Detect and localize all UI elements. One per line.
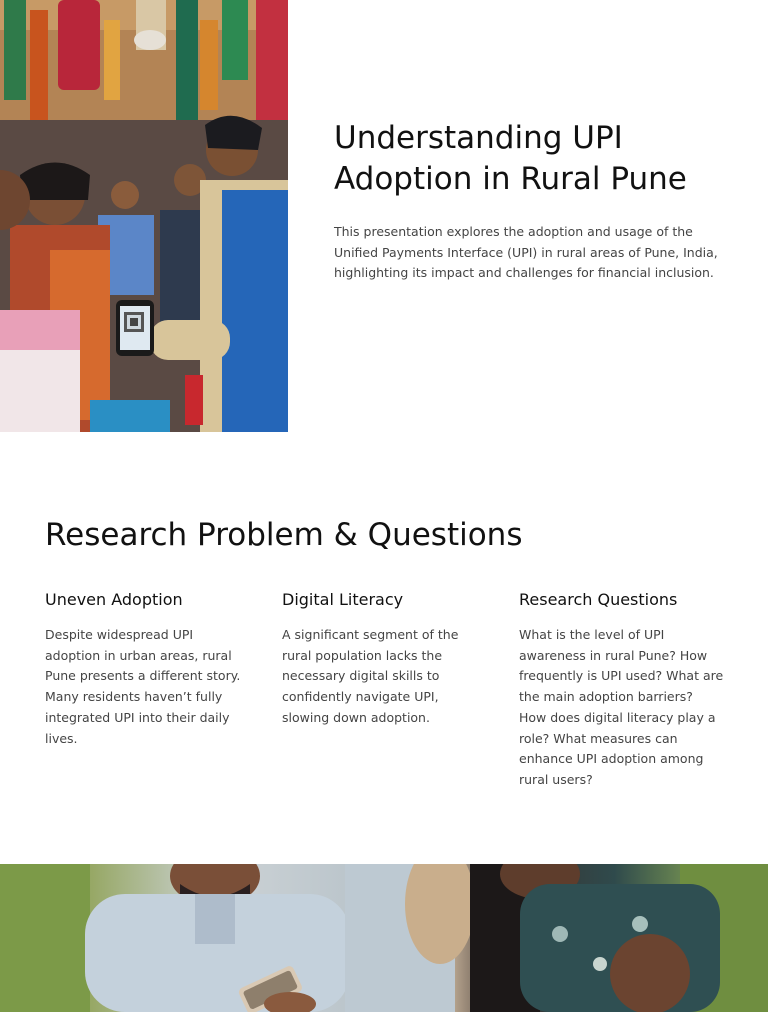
column-body: What is the level of UPI awareness in rural Pune? How frequently is UPI used? What are the main adoption barriers? How does digital literacy play a role? What measures can enhance UPI adoption among rural users? <box>519 627 724 787</box>
column-body: Despite widespread UPI adoption in urban areas, rural Pune presents a different story. Many residents haven’t fully integrated UPI into their daily lives. <box>45 627 241 746</box>
column-digital-literacy <box>282 590 487 729</box>
page-description: This presentation explores the adoption and usage of the Unified Payments Interface (UPI) in rural areas of Pune, India, highlighting its impact and challenges for financial inclusion. <box>334 224 718 280</box>
page-title-line-2: Adoption in Rural Pune <box>334 161 687 197</box>
market-upi-photo <box>0 0 288 432</box>
column-heading: Uneven Adoption <box>45 590 183 609</box>
column-body: A significant segment of the rural population lacks the necessary digital skills to confidently navigate UPI, slowing down adoption. <box>282 627 459 725</box>
rural-users-photo <box>0 864 768 1012</box>
column-heading: Research Questions <box>519 590 678 609</box>
section-title: Research Problem & Questions <box>45 517 523 553</box>
column-uneven-adoption <box>45 590 250 749</box>
market-photo-illustration <box>0 0 288 432</box>
rural-photo-illustration <box>0 864 768 1012</box>
hero-text-block <box>334 118 734 284</box>
page-title <box>334 118 734 200</box>
column-research-questions <box>519 590 724 791</box>
column-heading: Digital Literacy <box>282 590 404 609</box>
page-title-line-1: Understanding UPI <box>334 120 623 156</box>
